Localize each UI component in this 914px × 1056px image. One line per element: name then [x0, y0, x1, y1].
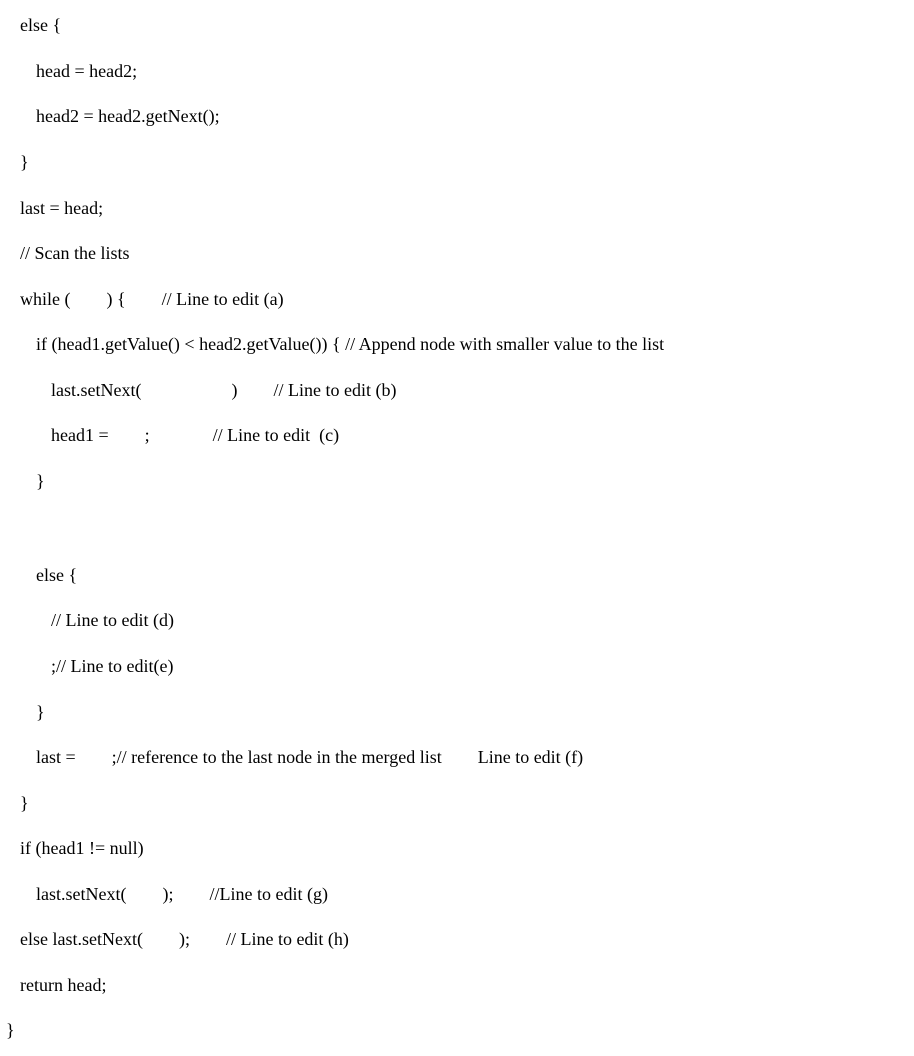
code-line: if (head1 != null) [20, 838, 144, 858]
code-line: head2 = head2.getNext(); [36, 106, 220, 126]
code-line: while ( ) { // Line to edit (a) [20, 289, 284, 309]
code-line: head = head2; [36, 61, 138, 81]
code-line: last = head; [20, 198, 104, 218]
code-line: return head; [20, 975, 107, 995]
code-line: ;// Line to edit(e) [51, 656, 174, 676]
code-line: else { [36, 565, 78, 585]
code-line: } [20, 152, 29, 172]
code-line: last.setNext( ); //Line to edit (g) [36, 884, 328, 904]
code-line: } [36, 471, 45, 491]
code-line: } [20, 793, 29, 813]
code-line: last = ;// reference to the last node in the merged list Line to edit (f) [36, 747, 584, 767]
code-line: // Scan the lists [20, 243, 130, 263]
code-line: // Line to edit (d) [51, 610, 174, 630]
code-line: if (head1.getValue() < head2.getValue()) { // Append node with smaller value to the list [36, 334, 665, 354]
code-line: else last.setNext( ); // Line to edit (h) [20, 929, 349, 949]
code-line: } [6, 1020, 15, 1040]
code-line: head1 = ; // Line to edit (c) [51, 425, 340, 445]
code-line: last.setNext( ) // Line to edit (b) [51, 380, 397, 400]
code-line: else { [20, 15, 62, 35]
code-line: } [36, 702, 45, 722]
